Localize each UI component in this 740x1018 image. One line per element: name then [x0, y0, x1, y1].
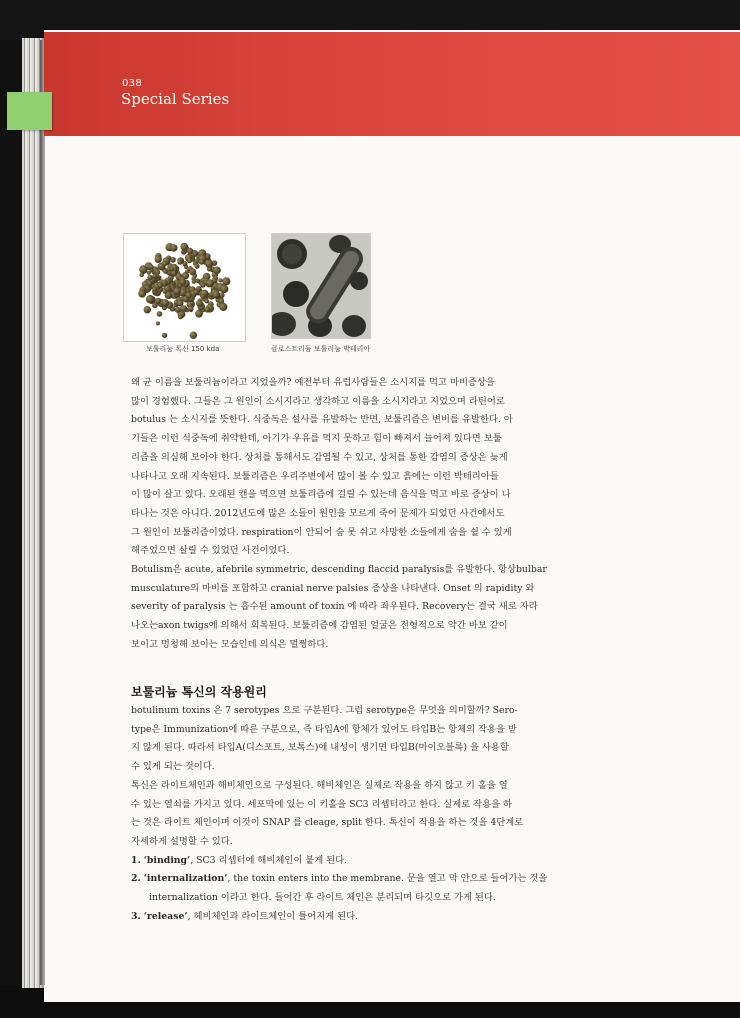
step-number: 1. — [131, 854, 141, 866]
text-line: 나오는axon twigs에 의해서 회복된다. 보툴리즘에 감염된 얼굴은 전형적으로 약간 바보 같이 — [131, 620, 508, 632]
book-spine-shadow — [40, 40, 45, 985]
text-line: type은 Immunization에 따른 구분으로, 즉 타입A에 항체가 있어도 타입B는 항체의 작용을 받 — [131, 723, 517, 735]
text-line: 수 있게 되는 것이다. — [131, 761, 215, 773]
figure-caption-bacteria: 클로스트리듐 보툴리눔 박테리아 — [271, 345, 371, 353]
protein-structure-figure — [123, 233, 246, 342]
step-text: , SC3 리셉터에 해비체인이 붙게 된다. — [190, 854, 348, 866]
text-line: musculature의 마비를 포함하고 cranial nerve palsies 증상을 나타낸다. Onset 의 rapidity 와 — [131, 582, 535, 594]
step-item — [131, 908, 561, 927]
step-continuation — [131, 889, 561, 908]
text-line: 왜 균 이름을 보툴리늄이라고 지었을까? 예전부터 유럽사람들은 소시지를 먹고 마비증상을 — [131, 377, 495, 388]
section-text — [131, 702, 561, 926]
section-heading: 보툴리늄 톡신의 작용원리 — [131, 685, 267, 699]
bacteria-micrograph-icon — [272, 234, 370, 338]
text-line: 많이 경험했다. 그들은 그 원인이 소시지라고 생각하고 이름을 소시지라고 지었으며 라틴어로 — [131, 395, 505, 407]
text-line: Botulism은 acute, afebrile symmetric, descending flaccid paralysis를 유발한다. 항상bulbar — [131, 564, 547, 576]
protein-structure-icon — [124, 234, 245, 341]
step-text: internalization 이라고 한다. 들어간 후 라이트 체인은 분리되며 타깃으로 가게 된다. — [149, 892, 496, 904]
step-item — [131, 852, 561, 871]
series-title: Special Series — [121, 90, 230, 108]
text-line: 수 있는 열쇠를 가지고 있다. 세포막에 있는 이 키홀을 SC3 리셉터라고 한다. 실제로 작용을 하 — [131, 798, 513, 810]
text-line: 그 원인이 보툴리즘이었다. respiration이 안되어 숨 못 쉬고 사망한 소들에게 숨을 쉴 수 있게 — [131, 526, 512, 538]
step-term: ‘internalization’ — [143, 873, 228, 885]
header-band — [44, 32, 740, 136]
text-line: 자세하게 설명할 수 있다. — [131, 835, 233, 847]
step-term: ‘release’ — [143, 910, 188, 922]
step-number: 2. — [131, 873, 141, 885]
bacteria-micrograph-figure — [271, 233, 371, 339]
step-text: , the toxin enters into the membrane. 문을 열고 막 안으로 들어가는 것을 — [227, 873, 548, 885]
text-line: 리즘을 의심해 보아야 한다. 상처를 통해서도 감염될 수 있고, 상처를 통한 감염의 증상은 늦게 — [131, 451, 508, 463]
green-index-tab — [7, 92, 52, 130]
page-number: 038 — [122, 78, 142, 89]
step-term: ‘binding’ — [143, 854, 191, 866]
step-item — [131, 870, 561, 889]
text-line: 이 많이 살고 있다. 오래된 캔을 먹으면 보툴리즘에 걸릴 수 있는데 음식을 먹고 바로 증상이 나 — [131, 489, 511, 501]
text-line: 나타나고 오래 지속된다. 보툴리즘은 우리주변에서 많이 볼 수 있고 흙에는 이런 박테리아들 — [131, 470, 499, 482]
figure-caption-toxin: 보툴리눔 톡신 150 kda — [146, 345, 220, 353]
text-line: 보이고 멍청해 보이는 모습인데 의식은 멀쩡하다. — [131, 638, 329, 650]
step-text: , 헤비체인과 라이트체인이 틀어지게 된다. — [187, 910, 358, 922]
text-line: 는 것은 라이트 체인이며 이것이 SNAP 를 cleage, split 한다. 톡신이 작용을 하는 것을 4단계로 — [131, 817, 524, 829]
step-number: 3. — [131, 910, 141, 922]
text-line: botulus 는 소시지를 뜻한다. 식중독은 설사를 유발하는 반면, 보툴리즘은 변비를 유발한다. 아 — [131, 414, 513, 426]
text-line: 타나는 것은 아니다. 2012년도에 많은 소들이 원인을 모르게 죽어 문제가 되었던 사건에서도 — [131, 507, 505, 519]
text-line: severity of paralysis 는 흡수된 amount of toxin 에 따라 좌우된다. Recovery는 결국 새로 자라 — [131, 601, 538, 613]
intro-text — [131, 374, 561, 655]
text-line: 기들은 이런 식중독에 취약한데, 아기가 우유를 먹지 못하고 힘이 빠져서 늘어져 있다면 보툴 — [131, 433, 502, 445]
text-line: 지 않게 된다. 따라서 타입A(디스포트, 보톡스)에 내성이 생기면 타입B(마이오블록) 을 사용할 — [131, 742, 509, 754]
text-line: 톡신은 라이트체인과 해비체인으로 구성된다. 해비체인은 실제로 작용을 하지 않고 키 홀을 열 — [131, 779, 508, 791]
text-line: 해주었으면 살릴 수 있었던 사건이었다. — [131, 545, 290, 557]
text-line: botulinum toxins 은 7 serotypes 으로 구분된다. 그럼 serotype은 무엇을 의미할까? Sero- — [131, 705, 518, 716]
